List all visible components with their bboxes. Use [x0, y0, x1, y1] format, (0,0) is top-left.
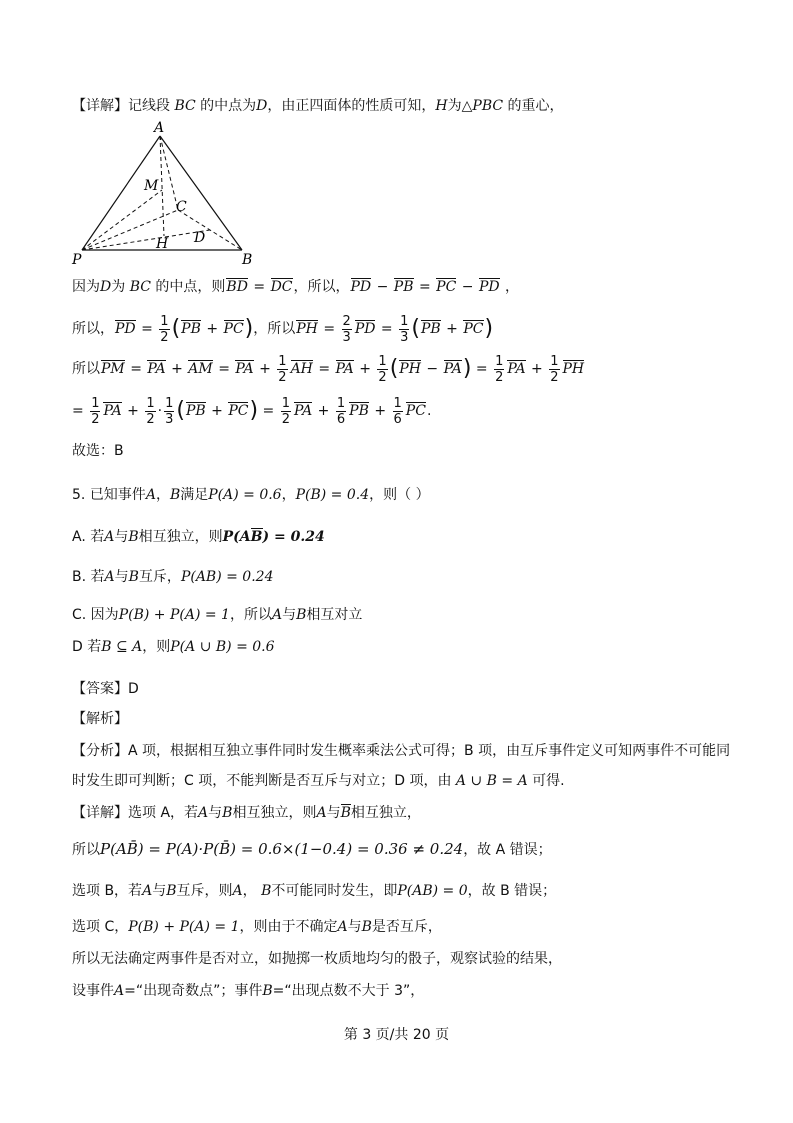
vector-pa: PA: [443, 361, 462, 377]
vector-ph: PH: [399, 361, 421, 377]
text: =“出现奇数点”；事件: [124, 983, 263, 999]
num: 2: [342, 313, 351, 329]
triangle-pbc: PBC: [472, 98, 504, 114]
event-b: B: [222, 805, 233, 821]
event-a: A: [316, 805, 327, 821]
text: ，: [505, 279, 520, 295]
den: 6: [336, 411, 346, 427]
event-b: B: [169, 487, 181, 503]
dice-line: 所以无法确定两事件是否对立，如抛掷一枚质地均匀的骰子，观察试验的结果，: [72, 951, 562, 967]
num: 1: [278, 353, 287, 369]
fraction: [159, 314, 169, 345]
vector-ph: PH: [562, 361, 585, 377]
num: 1: [336, 395, 346, 411]
event-a: A: [337, 919, 348, 935]
optc-line: [72, 916, 442, 938]
expr: P(A ∪ B) = 0.6: [170, 639, 275, 655]
text: 与: [326, 805, 341, 821]
minus: −: [376, 279, 389, 295]
num: 1: [495, 353, 504, 369]
events-line: [72, 980, 424, 1002]
equals: =: [418, 279, 431, 295]
b-bar: B: [250, 529, 263, 545]
answer-line: [72, 678, 139, 700]
label-p: P: [72, 252, 82, 268]
fraction: [90, 396, 100, 427]
text: B. 若: [72, 569, 105, 585]
num: 1: [400, 313, 409, 329]
fraction: [281, 396, 291, 427]
analysis-tag: 【解析】: [72, 711, 128, 727]
option-a: [72, 526, 325, 548]
question-5: [72, 484, 430, 506]
event-b: B: [166, 883, 177, 899]
event-b: B: [361, 919, 372, 935]
label-b: B: [242, 252, 253, 268]
den: 2: [550, 369, 559, 385]
den: 2: [146, 411, 155, 427]
den: 6: [393, 411, 402, 427]
vector-pa: PA: [293, 403, 313, 419]
vector-pa: PA: [507, 361, 526, 377]
pd-line: 所以，PD = $\frac{1}{2}$ (PB + PC)，所以PH = $\frac{2}{3}$ PD = $\frac{1}{3}$ (PB + PC): [72, 313, 494, 345]
den: 2: [281, 411, 290, 427]
edge-pm: [82, 190, 162, 250]
event-a: A: [104, 569, 115, 585]
vector-pa: PA: [147, 361, 166, 377]
expr-part: ) = 0.24: [262, 529, 325, 545]
text: 是否互斥，: [371, 919, 442, 935]
answer-tag: 【答案】: [72, 681, 128, 697]
option-b: [72, 566, 273, 588]
vector-pa: PA: [235, 361, 254, 377]
text: 与: [114, 529, 129, 545]
text: 为△: [447, 98, 473, 114]
text: ，: [281, 487, 296, 503]
num: 1: [378, 353, 387, 369]
question-number: 5.: [72, 487, 86, 503]
event-a: A: [104, 529, 115, 545]
den: 2: [91, 411, 100, 427]
text: 时发生即可判断；C 项，不能判断是否互斥与对立；D 项，由: [72, 773, 452, 789]
fraction: [494, 354, 504, 385]
fraction: [164, 396, 174, 427]
equals: =: [253, 279, 266, 295]
text: 选项 A，若: [128, 805, 199, 821]
vector-pb: PB: [181, 321, 201, 337]
vector-pc: PC: [228, 403, 249, 419]
label-m: M: [144, 178, 159, 194]
expr: [223, 528, 325, 545]
text: C. 因为: [72, 607, 119, 623]
event-b-bar: B: [340, 805, 351, 821]
expr-pb: P(B) = 0.4: [295, 487, 370, 503]
text: 所以: [72, 842, 100, 858]
vector-pc: PC: [405, 403, 426, 419]
expr: P(AB) = 0.24: [180, 569, 274, 585]
text: 所以: [72, 361, 100, 377]
text: ，由正四面体的性质可知，: [267, 98, 436, 114]
vector-pc: PC: [463, 321, 484, 337]
vector-pd: PD: [350, 279, 372, 295]
event-a: A: [232, 883, 243, 899]
text: 与: [152, 883, 167, 899]
expr: B ⊆ A: [101, 639, 143, 655]
event-b: B: [128, 529, 139, 545]
fraction: [342, 314, 352, 345]
fraction: [277, 354, 287, 385]
event-b: B: [261, 883, 272, 899]
text: 不可能同时发生，即: [271, 883, 398, 899]
detail-tag: 【详解】: [72, 805, 128, 821]
text: ，则由于不确定: [239, 919, 338, 935]
fenxi-line-2: [72, 770, 565, 792]
num: 1: [281, 395, 290, 411]
fraction: [399, 314, 409, 345]
den: 2: [378, 369, 387, 385]
num: 1: [146, 395, 155, 411]
text: 与: [208, 805, 223, 821]
choose-line: 故选：B: [72, 443, 124, 459]
text: ，则: [142, 639, 171, 655]
text: =“出现点数不大于 3”，: [272, 983, 425, 999]
den: 2: [495, 369, 504, 385]
expr-pa: P(A) = 0.6: [208, 487, 282, 503]
page-footer: 第 3 页/共 20 页: [343, 1027, 450, 1043]
text: 的重心，: [507, 98, 564, 114]
label-a: A: [154, 120, 165, 136]
intro-line: [72, 95, 564, 117]
den: 3: [400, 329, 409, 345]
point-d: D: [256, 98, 268, 114]
den: 2: [278, 369, 287, 385]
text: 的中点，则: [155, 279, 226, 295]
fraction: [393, 396, 403, 427]
text: 与: [282, 607, 297, 623]
detail-tag: 【详解】: [72, 98, 128, 114]
vector-bd: BD: [226, 279, 248, 295]
vector-pc: PC: [436, 279, 457, 295]
text: ，则（ ）: [369, 487, 430, 503]
vector-pb: PB: [421, 321, 441, 337]
event-b: B: [128, 569, 139, 585]
num: 1: [550, 353, 559, 369]
tetrahedron-diagram: [60, 118, 260, 268]
expr: P(AB̄) = P(A)·P(B̄) = 0.6×(1−0.4) = 0.36 ≠ 0.24: [100, 840, 464, 858]
vector-pd: PD: [354, 321, 376, 337]
fenxi-line-1: 【分析】A 项，根据相互独立事件同时发生概率乘法公式可得；B 项，由互斥事件定义可知两事件不可能同: [72, 743, 731, 759]
text: ，所以，: [293, 279, 350, 295]
text: 互斥，: [138, 569, 181, 585]
text: 与: [347, 919, 362, 935]
option-c: [72, 604, 362, 626]
text: 选项 B，若: [72, 883, 143, 899]
label-c: C: [176, 199, 187, 215]
expr: P(AB) = 0: [397, 883, 468, 899]
segment-bc: BC: [129, 279, 151, 295]
fraction: [145, 396, 155, 427]
text: D 若: [72, 639, 102, 655]
text: 的中点为: [200, 98, 257, 114]
point-d: D: [100, 279, 112, 295]
num: 1: [160, 313, 169, 329]
text: 相互独立，: [350, 805, 421, 821]
vector-pa: PA: [335, 361, 354, 377]
optb-line: 选项 B，若A与B互斥，则A， B不可能同时发生，即P(AB) = 0，故 B 错误；: [72, 883, 557, 899]
vector-ph: PH: [296, 321, 318, 337]
answer-value: D: [128, 681, 139, 697]
tetrahedron-figure: [60, 118, 260, 272]
vector-dc: DC: [270, 279, 293, 295]
den: 3: [342, 329, 351, 345]
edge-pd: [82, 230, 210, 250]
num: 1: [91, 395, 100, 411]
den: 3: [165, 411, 174, 427]
text: 所以，: [72, 321, 114, 337]
num: 1: [165, 395, 174, 411]
event-a: A: [114, 983, 125, 999]
minus: −: [461, 279, 474, 295]
expr: P(B) + P(A) = 1: [128, 919, 240, 935]
event-a: A: [271, 607, 283, 623]
event-b: B: [262, 983, 273, 999]
event-a: A: [142, 883, 153, 899]
text: 记线段: [128, 98, 170, 114]
vector-pd: PD: [115, 321, 136, 337]
detail-line: [72, 802, 421, 824]
vector-pm: PM: [101, 361, 125, 377]
segment-bc: BC: [174, 98, 196, 114]
num: 1: [393, 395, 402, 411]
expr-part: P(A: [222, 529, 251, 545]
text: 互斥，则: [176, 883, 233, 899]
event-b: B: [296, 607, 307, 623]
text: ，故 B 错误；: [467, 883, 557, 899]
text: 相互对立: [306, 607, 363, 623]
text: 满足: [180, 487, 209, 503]
text: A. 若: [72, 529, 105, 545]
text: 相互独立，则: [232, 805, 317, 821]
period: .: [426, 403, 432, 419]
vector-pb: PB: [185, 403, 206, 419]
because-line: [72, 276, 519, 298]
text: 选项 C，: [72, 919, 129, 935]
expr: A ∪ B = A: [455, 773, 528, 789]
vector-pb: PB: [393, 279, 414, 295]
vector-pb: PB: [349, 403, 369, 419]
event-a: A: [145, 487, 156, 503]
den: 2: [160, 329, 169, 345]
vector-ah: AH: [290, 361, 313, 377]
calc-line: [72, 838, 552, 861]
fraction: [377, 354, 387, 385]
text: 与: [114, 569, 129, 585]
point-h: H: [435, 98, 448, 114]
vector-pc: PC: [223, 321, 244, 337]
expr: P(B) + P(A) = 1: [118, 607, 230, 623]
text: ，故 A 错误；: [463, 842, 552, 858]
text: 可得.: [532, 773, 565, 789]
final-line: = $\frac{1}{2}$ PA + $\frac{1}{2}$ · $\frac{1}{3}$ (PB + PC) = $\frac{1}{2}$ PA + $\frac{1}{6}$ PB + $\frac{1}{6}$ PC.: [72, 395, 432, 427]
text: ，: [155, 487, 170, 503]
text: 为: [111, 279, 126, 295]
vector-am: AM: [188, 361, 213, 377]
text: 相互独立，则: [138, 529, 223, 545]
event-a: A: [198, 805, 209, 821]
option-d: [72, 636, 275, 658]
label-h: H: [156, 236, 169, 252]
text: 设事件: [72, 983, 114, 999]
vector-pa: PA: [103, 403, 122, 419]
fraction: [549, 354, 559, 385]
text: ，所以: [229, 607, 272, 623]
vector-pd: PD: [478, 279, 500, 295]
text: 已知事件: [89, 487, 146, 503]
fraction: [336, 396, 346, 427]
text: 因为: [72, 279, 100, 295]
text: ，所以: [253, 321, 296, 337]
pm-line: 所以PM = PA + AM = PA + $\frac{1}{2}$ AH = PA + $\frac{1}{2}$ (PH − PA) = $\frac{1}{2}$ PA + $\frac{1}{2}$ PH: [72, 353, 585, 385]
label-d: D: [194, 230, 206, 246]
